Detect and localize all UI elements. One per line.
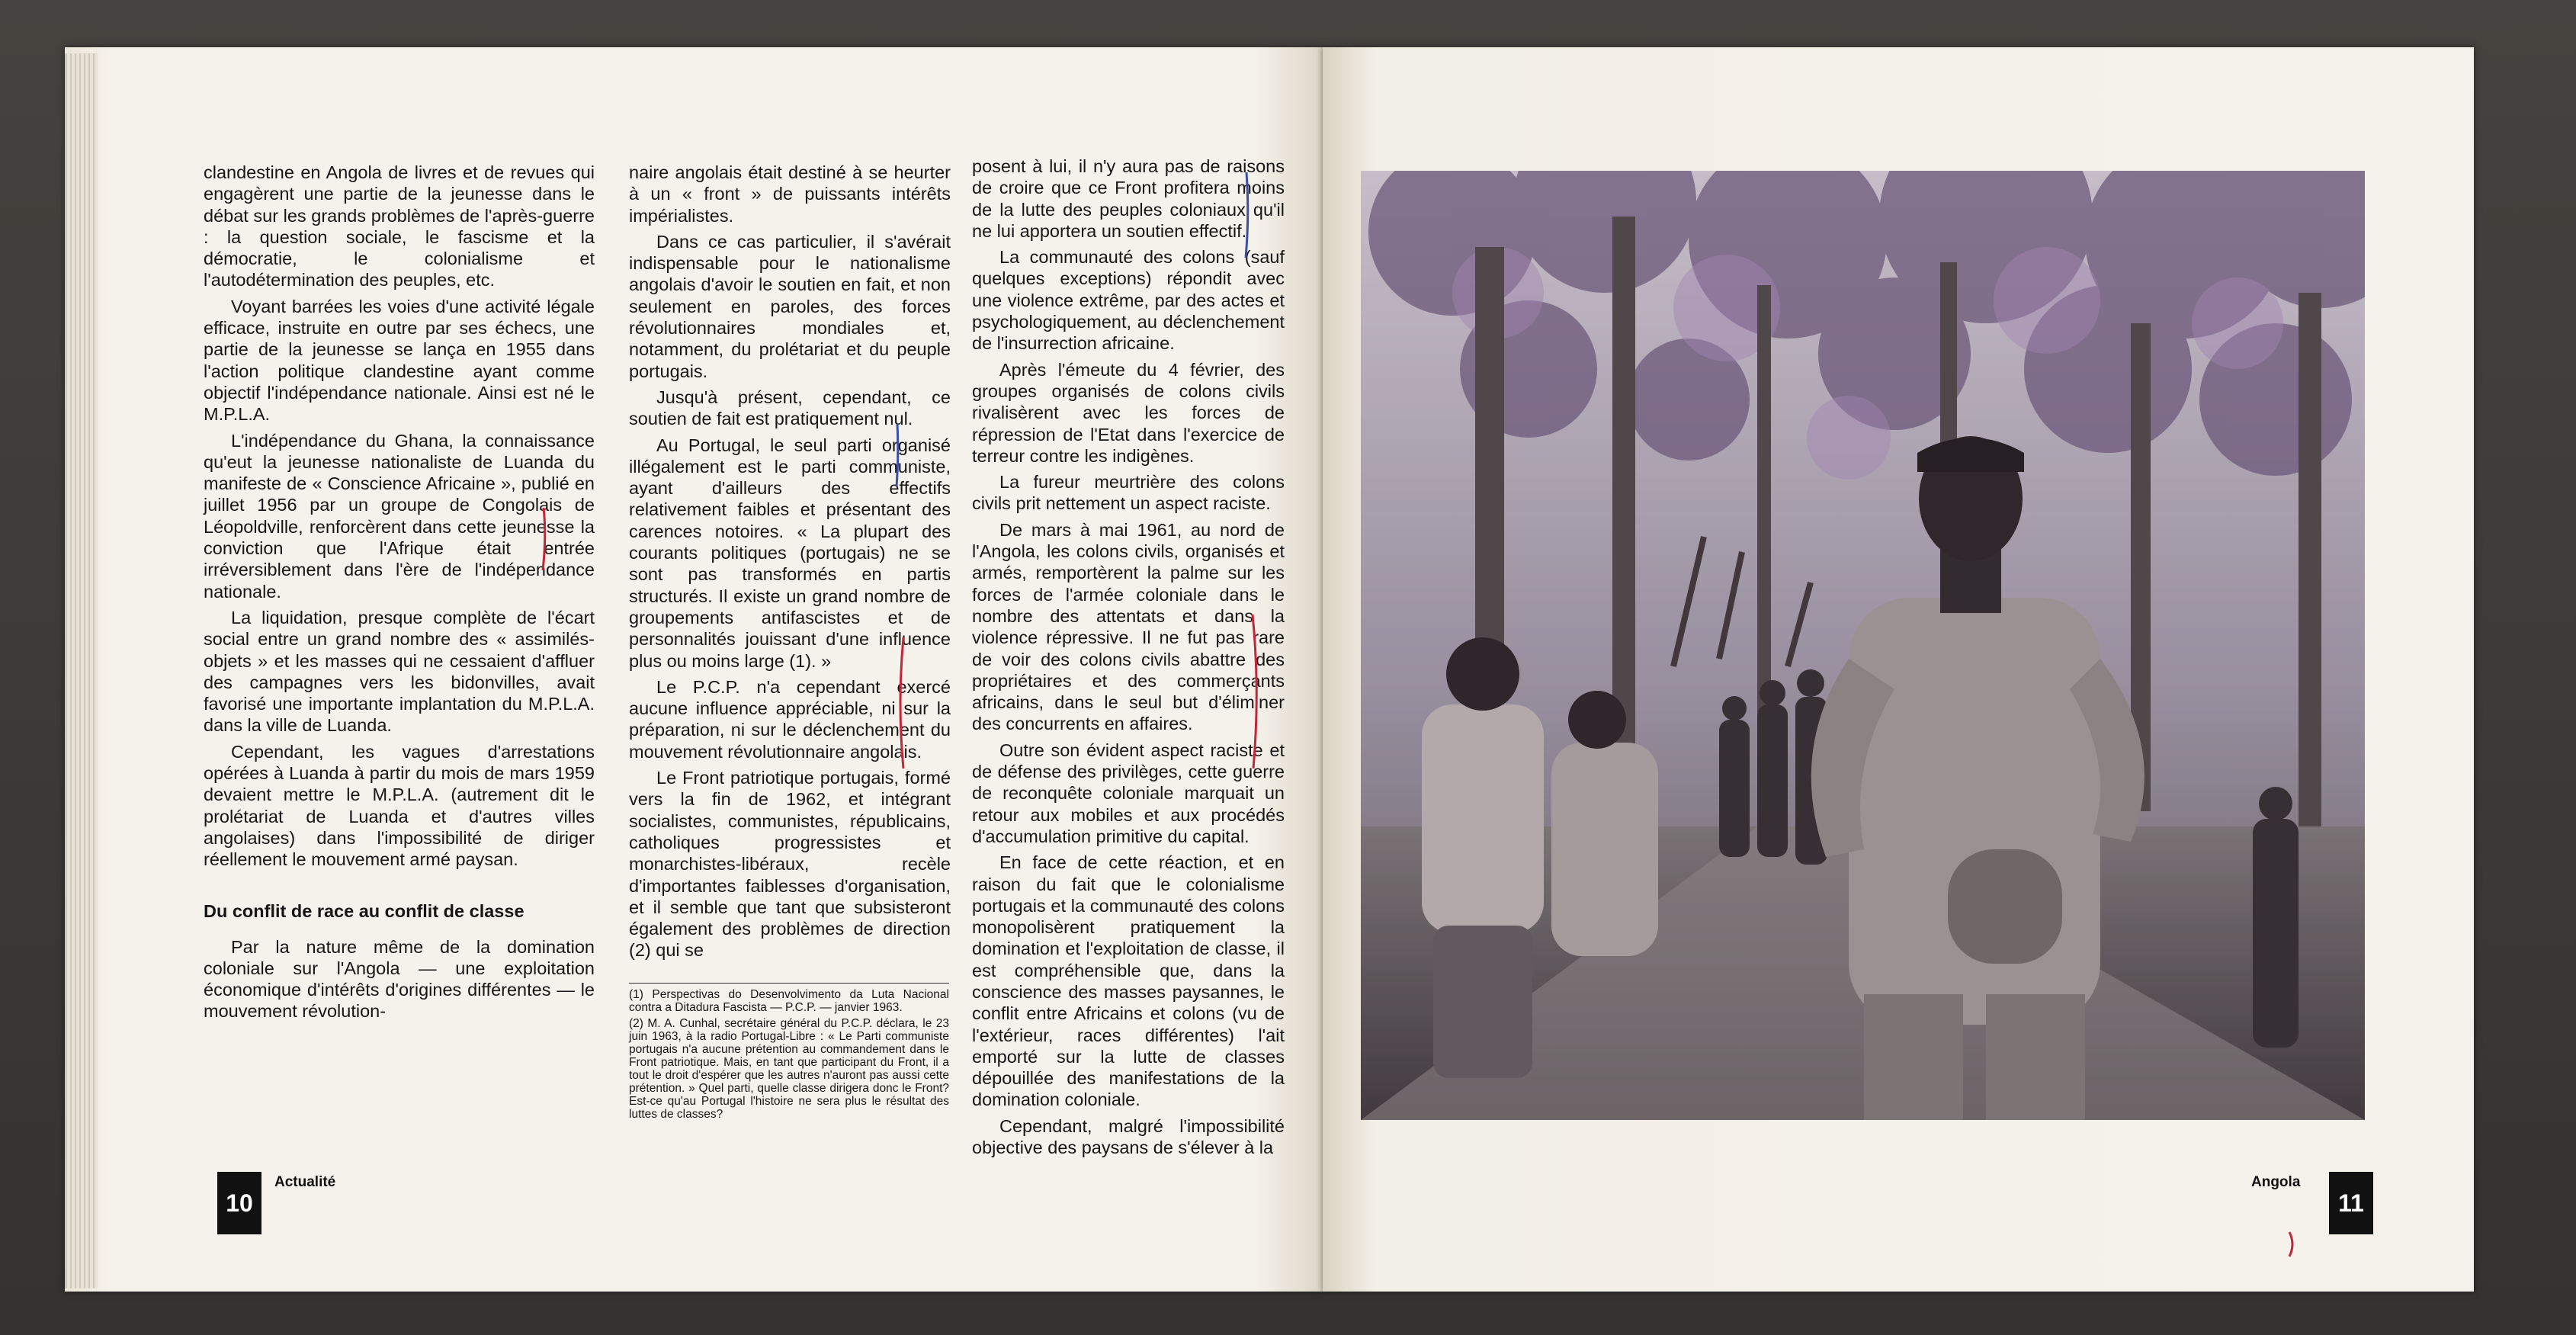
footnotes bbox=[629, 983, 949, 1121]
paragraph: La fureur meurtrière des colons civils prit nettement un aspect raciste. bbox=[972, 472, 1285, 514]
paragraph: En face de cette réaction, et en raison du fait que le colonialisme portugais et la communauté des colons monopolisèrent pratiquement la domination et l'exploitation de classe, il est compréhensible que, dans la conscience des masses paysannes, le conflit entre Africains et colons (vu de l'extérieur, races différentes) l'ait emporté sur la lutte de classes dépouillée des manifestations de la domination coloniale. bbox=[972, 852, 1285, 1110]
blue-pen-mark bbox=[890, 421, 905, 489]
paragraph: Après l'émeute du 4 février, des groupes organisés de colons civils rivalisèrent avec les forces de répression de l'Etat dans l'exercice de terreur contre les indigènes. bbox=[972, 359, 1285, 466]
paragraph: De mars à mai 1961, au nord de l'Angola, les colons civils, organisés et armés, remportèrent la palme sur les forces de l'armée coloniale dans le nombre des attentats et dans la violence répressive. Il ne fut pas rare de voir des colons civils abattre des propriétaires et des commerçants africains, dans le seul but d'éliminer des concurrents en affaires. bbox=[972, 519, 1285, 734]
photograph-armed-men-marching-in-forest-icon bbox=[1361, 171, 2365, 1120]
paragraph: La communauté des colons (sauf quelques exceptions) répondit avec une violence extrême, par des actes et psychologiquement, au déclenchement de l'insurrection africaine. bbox=[972, 247, 1285, 354]
paragraph: naire angolais était destiné à se heurter à un « front » de puissants intérêts impérialistes. bbox=[629, 162, 951, 226]
paragraph: Voyant barrées les voies d'une activité légale efficace, instruite en outre par ses échecs, une partie de la jeunesse se lança en 1955 dans l'action politique clandestine ayant comme objectif l'indépendance nationale. Ainsi est né le M.P.L.A. bbox=[204, 296, 595, 425]
paragraph: Jusqu'à présent, cependant, ce soutien de fait est pratiquement nul. bbox=[629, 387, 951, 429]
paragraph: Cependant, malgré l'impossibilité objective des paysans de s'élever à la bbox=[972, 1115, 1285, 1158]
section-heading: Du conflit de race au conflit de classe bbox=[204, 900, 525, 921]
column-3 bbox=[972, 156, 1285, 1163]
red-pen-mark bbox=[2285, 1229, 2300, 1260]
page-edges bbox=[65, 53, 98, 1288]
paragraph: Au Portugal, le seul parti organisé illégalement est le parti communiste, ayant d'ailleurs des effectifs relativement faibles et présentant des carences notoires. « La plupart des courants politiques (portugais) ne se sont pas transformés en partis structurés. Il existe un grand nombre de groupements antifascistes et de personnalités jouissant d'une influence plus ou moins large (1). » bbox=[629, 435, 951, 671]
red-pen-mark bbox=[1246, 611, 1263, 772]
column-1 bbox=[204, 162, 595, 1027]
red-pen-mark bbox=[894, 634, 909, 772]
paragraph: Outre son évident aspect raciste et de défense des privilèges, cette guerre de reconquête coloniale marquait un retour aux mobiles et aux procédés d'accumulation primitive du capital. bbox=[972, 740, 1285, 846]
page-number: 10 bbox=[217, 1172, 261, 1234]
paragraph: clandestine en Angola de livres et de revues qui engagèrent une partie de la jeunesse dans le débat sur les grands problèmes de l'après-guerre : la question sociale, le fascisme et la démocratie, le colonialisme et l'autodétermination des peuples, etc. bbox=[204, 162, 595, 290]
paragraph: La liquidation, presque complète de l'écart social entre un grand nombre des « assimilés-objets » et les masses qui ne cessaient d'affluer des campagnes vers les bidonvilles, avait favorisé une importante implantation du M.P.L.A. dans la ville de Luanda. bbox=[204, 607, 595, 736]
blue-pen-mark bbox=[1239, 169, 1254, 261]
paragraph: Le Front patriotique portugais, formé vers la fin de 1962, et intégrant socialistes, communistes, républicains, catholiques progressistes et monarchistes-libéraux, recèle d'importantes faiblesses d'organisation, et il semble que tant que subsisteront également des problèmes de direction (2) qui se bbox=[629, 768, 951, 961]
paragraph: Cependant, les vagues d'arrestations opérées à Luanda à partir du mois de mars 1959 devaient mettre le M.P.L.A. (autrement dit le prolétariat de Luanda et d'autres villes angolaises) dans l'impossibilité de diriger réellement le mouvement armé paysan. bbox=[204, 741, 595, 870]
paragraph: L'indépendance du Ghana, la connaissance qu'eut la jeunesse nationaliste de Luanda du manifeste de « Conscience Africaine », publié en juillet 1956 par un groupe de Congolais de Léopoldville, renforcèrent dans cette jeunesse la conviction que l'Afrique était entrée irréversiblement dans l'ère de l'indépendance nationale. bbox=[204, 430, 595, 602]
page-number: 11 bbox=[2329, 1172, 2373, 1234]
footnote: (2) M. A. Cunhal, secrétaire général du P.C.P. déclara, le 23 juin 1963, à la radio Portugal-Libre : « Le Parti communiste portugais n'a aucune prétention au commandement dans le Front patriotique. Mais, en tant que participant du Front, il a tout le droit d'espérer que les autres n'auront pas aussi cette prétention. » Quel parti, quelle classe dirigera donc le Front? Est-ce qu'au Portugal l'histoire ne sera plus le résultat des luttes de classes? bbox=[629, 1016, 949, 1121]
footnote: (1) Perspectivas do Desenvolvimento da Luta Nacional contra a Ditadura Fascista — P.C.P. — janvier 1963. bbox=[629, 987, 949, 1014]
running-head: Actualité bbox=[274, 1174, 336, 1190]
paragraph: posent à lui, il n'y aura pas de raisons de croire que ce Front profitera moins de la lutte des peuples coloniaux qu'il ne lui apportera un soutien effectif. bbox=[972, 156, 1285, 241]
red-pen-mark bbox=[536, 505, 551, 573]
paragraph: Le P.C.P. n'a cependant exercé aucune influence appréciable, ni sur la préparation, ni sur le déclenchement du mouvement révolutionnaire angolais. bbox=[629, 676, 951, 762]
running-head: Angola bbox=[2251, 1174, 2301, 1190]
magazine-spread bbox=[65, 47, 2474, 1292]
paragraph: Dans ce cas particulier, il s'avérait indispensable pour le nationalisme angolais d'avoir le soutien en fait, et non seulement en paroles, des forces révolutionnaires mondiales et, notamment, du prolétariat et du peuple portugais. bbox=[629, 231, 951, 381]
left-page bbox=[65, 47, 1323, 1292]
paragraph: Par la nature même de la domination coloniale sur l'Angola — une exploitation économique d'intérêts d'origines différentes — le mouvement révolution- bbox=[204, 936, 595, 1022]
photograph bbox=[1361, 171, 2365, 1120]
